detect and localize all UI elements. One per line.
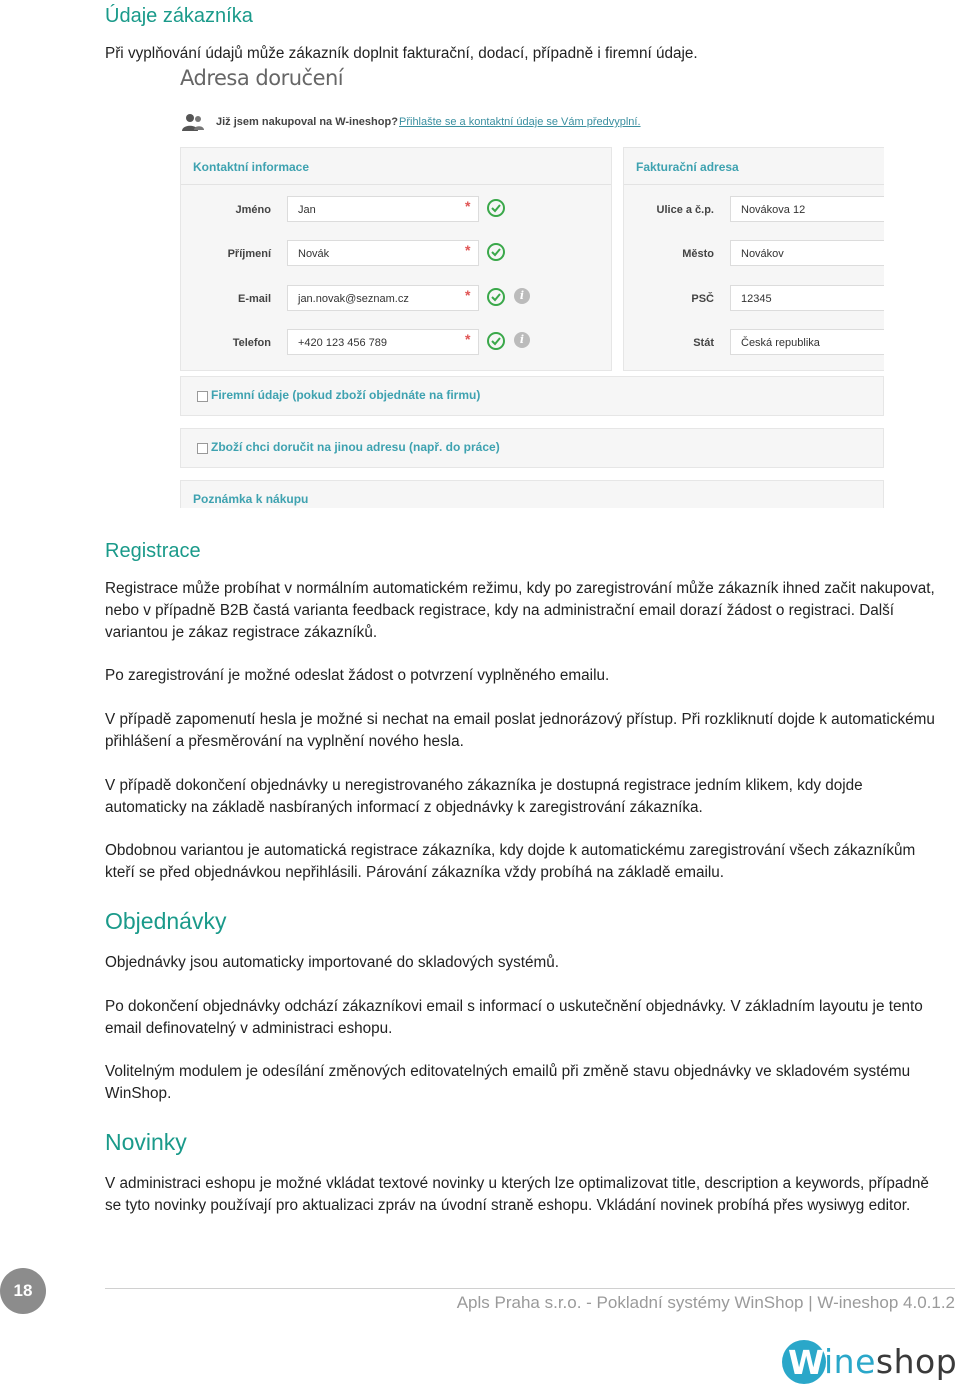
note-row: [180, 480, 884, 508]
required-mark: *: [465, 242, 471, 258]
registrace-paragraph-5: Obdobnou variantou je automatická registrace zákazníka, kdy dojde k automatickému zaregistrování všech zákazníkům kteří se před objednávkou nepřihlásili. Párování zákazníka vždy probíhá na základě emailu.: [105, 842, 916, 881]
check-icon: [487, 243, 505, 261]
info-icon[interactable]: i: [514, 332, 530, 348]
logo-letter-w: W: [788, 1343, 825, 1382]
input-telefon[interactable]: +420 123 456 789: [287, 329, 479, 355]
input-jmeno[interactable]: Jan: [287, 196, 479, 222]
input-ulice[interactable]: Novákova 12: [730, 196, 884, 222]
billing-heading: Fakturační adresa: [636, 160, 739, 174]
contact-heading: Kontaktní informace: [193, 160, 310, 174]
delivery-option-row[interactable]: [180, 428, 884, 468]
select-stat[interactable]: Česká republika: [730, 329, 884, 355]
check-icon: [487, 199, 505, 217]
login-question: Již jsem nakupoval na W-ineshop?: [216, 116, 398, 128]
delivery-option-label[interactable]: Zboží chci doručit na jinou adresu (např. do práce): [211, 440, 500, 454]
label-jmeno: Jméno: [235, 204, 271, 216]
objednavky-paragraph-1: Objednávky jsou automaticky importované do skladových systémů.: [105, 954, 560, 971]
delivery-checkbox[interactable]: [197, 443, 208, 454]
label-ulice: Ulice a č.p.: [656, 204, 714, 216]
company-option-row[interactable]: [180, 376, 884, 416]
page-number-badge: 18: [0, 1268, 46, 1314]
objednavky-paragraph-3: Volitelným modulem je odesílání změnových editovatelných emailů při změně stavu objednávky ve skladovém systému WinShop.: [105, 1063, 911, 1102]
footer-divider: [105, 1288, 955, 1289]
udaje-intro: Při vyplňování údajů může zákazník doplnit fakturační, dodací, případně i firemní údaje.: [105, 45, 698, 62]
login-link[interactable]: Přihlašte se a kontaktní údaje se Vám předvyplní.: [399, 116, 641, 128]
registrace-paragraph-4: V případě dokončení objednávky u neregistrovaného zákazníka je dostupná registrace jedním klikem, kdy dojde automaticky na základě nasbíraných informací z objednávky k zaregistrování zákazníka.: [105, 777, 863, 816]
label-prijmeni: Příjmení: [227, 248, 271, 260]
input-email[interactable]: jan.novak@seznam.cz: [287, 285, 479, 311]
objednavky-paragraph-2: Po dokončení objednávky odchází zákazníkovi email s informací o uskutečnění objednávky. V základním layoutu je tento email definovatelný v administraci eshopu.: [105, 998, 923, 1037]
registrace-paragraph-3: V případě zapomenutí hesla je možné si nechat na email poslat jednorázový přístup. Při rozkliknutí dojde k automatickému přihlášení a přesměrování na vyplnění nového hesla.: [105, 711, 935, 750]
check-icon: [487, 332, 505, 350]
logo-ine: ine: [824, 1342, 876, 1381]
heading-novinky: Novinky: [105, 1129, 187, 1155]
footer-text: Apls Praha s.r.o. - Pokladní systémy WinShop | W-ineshop 4.0.1.2: [456, 1293, 955, 1312]
input-prijmeni[interactable]: Novák: [287, 240, 479, 266]
heading-objednavky: Objednávky: [105, 908, 227, 934]
note-label: Poznámka k nákupu: [193, 492, 309, 506]
required-mark: *: [465, 198, 471, 214]
input-mesto[interactable]: Novákov: [730, 240, 884, 266]
label-telefon: Telefon: [232, 337, 271, 349]
novinky-paragraph-1: V administraci eshopu je možné vkládat textové novinky u kterých lze optimalizovat title, description a keywords, případně se tyto novinky používají pro aktualizaci zpráv na úvodní straně eshopu. Vkládání novinek probíhá přes wysiwyg editor.: [105, 1175, 929, 1214]
label-stat: Stát: [693, 337, 714, 349]
billing-panel: [623, 147, 884, 371]
label-psc: PSČ: [691, 293, 714, 305]
registrace-paragraph-1: Registrace může probíhat v normálním automatickém režimu, kdy po zaregistrování může zákazník ihned začit nakupovat, nebo v případně B2B častá varianta feedback registrace, kdy na administrační email dorazí žádost o registraci. Další variantou je zákaz registrace zákazníků.: [105, 580, 935, 641]
registrace-paragraph-2: Po zaregistrování je možné odeslat žádost o potvrzení vyplněného emailu.: [105, 667, 610, 684]
info-icon[interactable]: i: [514, 288, 530, 304]
label-mesto: Město: [682, 248, 714, 260]
wineshop-logo: [782, 1340, 958, 1384]
screenshot-title: Adresa doručení: [180, 66, 344, 90]
required-mark: *: [465, 287, 471, 303]
company-option-label[interactable]: Firemní údaje (pokud zboží objednáte na firmu): [211, 388, 481, 402]
contact-panel: [180, 147, 612, 371]
heading-registrace: Registrace: [105, 540, 201, 562]
users-icon: [182, 112, 204, 132]
company-checkbox[interactable]: [197, 391, 208, 402]
heading-udaje-zakaznika: Údaje zákazníka: [105, 5, 253, 27]
input-psc[interactable]: 12345: [730, 285, 884, 311]
logo-shop: shop: [875, 1342, 958, 1381]
label-email: E-mail: [237, 293, 271, 305]
address-form-screenshot: [180, 66, 884, 508]
check-icon: [487, 288, 505, 306]
required-mark: *: [465, 331, 471, 347]
